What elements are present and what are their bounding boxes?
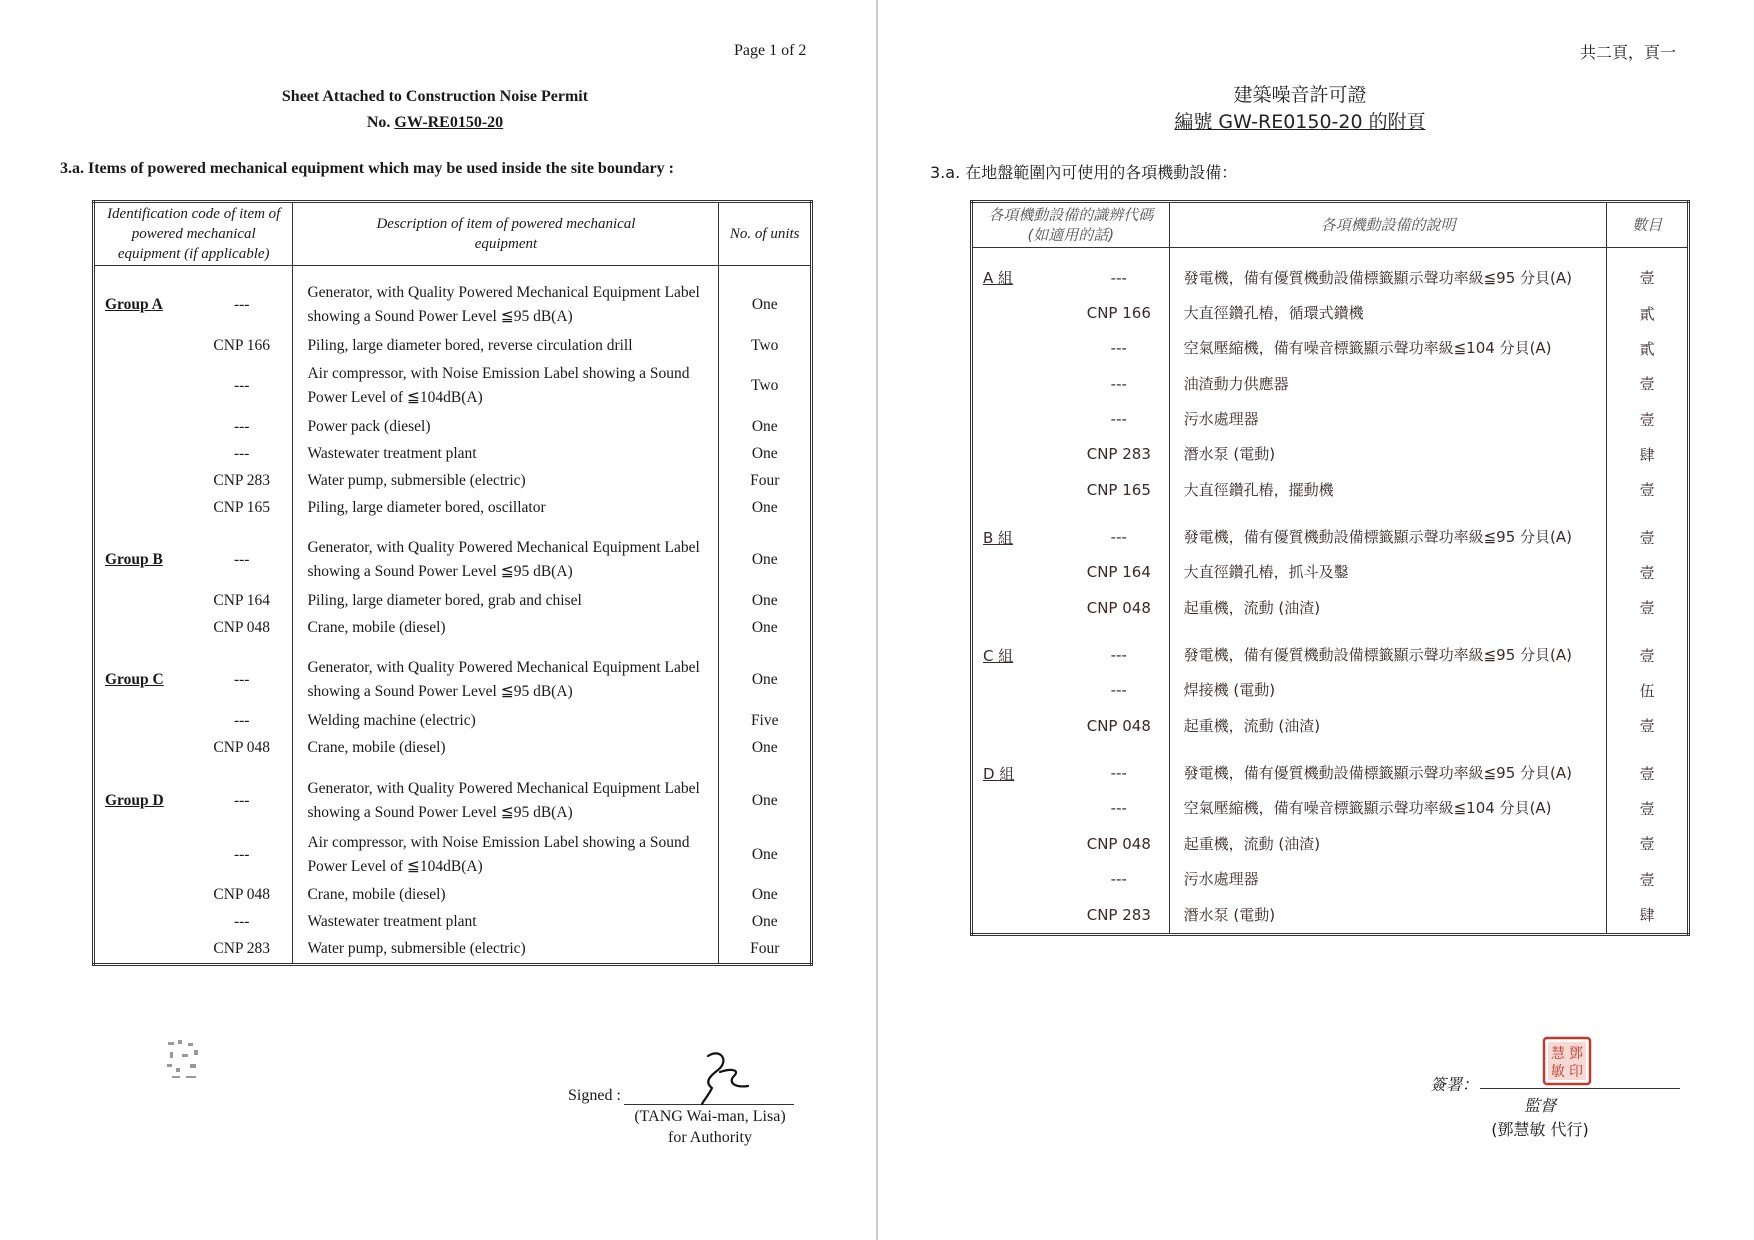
equipment-description: Generator, with Quality Powered Mechanical Equipment Label showing a Sound Power Level ≦95 dB(A) <box>293 533 719 587</box>
unit-count: 壹 <box>1639 375 1655 394</box>
equipment-table-zh <box>970 200 1690 936</box>
code-cell <box>94 707 293 734</box>
unit-count: One <box>751 791 778 809</box>
equipment-description: 空氣壓縮機，備有噪音標籤顯示聲功率級≦104 分貝(A) <box>1169 331 1607 366</box>
equipment-code: --- <box>233 711 250 729</box>
code-cell <box>94 359 293 413</box>
signed-label: Signed : <box>568 1087 621 1104</box>
equipment-description: 發電機，備有優質機動設備標籤顯示聲功率級≦95 分貝(A) <box>1169 755 1607 790</box>
page-number-zh: 共二頁，頁一 <box>1580 43 1677 62</box>
code-cell <box>94 332 293 359</box>
equipment-code: --- <box>233 551 250 569</box>
code-cell <box>972 295 1170 330</box>
header-units-zh: 數目 <box>1607 202 1689 248</box>
unit-count: 壹 <box>1639 835 1655 854</box>
code-cell <box>972 897 1170 932</box>
equipment-code: --- <box>233 377 250 395</box>
table-row <box>94 440 812 467</box>
table-row <box>972 519 1689 554</box>
equipment-code: CNP 048 <box>1086 834 1151 853</box>
unit-count: One <box>751 618 778 636</box>
code-cell <box>972 519 1170 554</box>
equipment-code: CNP 283 <box>213 471 271 489</box>
equipment-description: 起重機，流動 (油渣) <box>1169 590 1607 625</box>
unit-count: One <box>751 886 778 904</box>
table-row <box>94 332 812 359</box>
code-cell <box>94 278 293 332</box>
code-cell <box>972 331 1170 366</box>
equipment-description: Wastewater treatment plant <box>293 440 719 467</box>
code-cell <box>94 735 293 762</box>
equipment-code: --- <box>1110 268 1127 287</box>
equipment-code: --- <box>1110 681 1127 700</box>
code-cell <box>972 401 1170 436</box>
code-cell <box>94 653 293 707</box>
table-filler <box>94 963 812 965</box>
signatory-name: (TANG Wai-man, Lisa) <box>634 1108 786 1125</box>
code-cell <box>972 260 1170 295</box>
document-title <box>200 84 670 136</box>
unit-count: 壹 <box>1639 799 1655 818</box>
table-row <box>972 260 1689 295</box>
group-spacer <box>972 248 1689 261</box>
unit-count: 壹 <box>1639 410 1655 429</box>
code-cell <box>94 774 293 828</box>
equipment-code: --- <box>1110 410 1127 429</box>
group-spacer <box>94 266 812 279</box>
header-description-zh: 各項機動設備的說明 <box>1169 202 1607 248</box>
group-label: B 組 <box>983 528 1014 547</box>
table-row <box>94 774 812 828</box>
code-cell <box>94 828 293 882</box>
equipment-code: --- <box>233 671 250 689</box>
equipment-code: CNP 164 <box>1086 563 1151 582</box>
unit-count: Two <box>751 377 779 395</box>
group-label: Group C <box>105 671 164 689</box>
equipment-code: --- <box>1110 374 1127 393</box>
equipment-description: 潛水泵 (電動) <box>1169 437 1607 472</box>
unit-count: One <box>751 498 778 516</box>
page-divider <box>876 0 878 1240</box>
equipment-description: Crane, mobile (diesel) <box>293 614 719 641</box>
equipment-description: 發電機，備有優質機動設備標籤顯示聲功率級≦95 分貝(A) <box>1169 519 1607 554</box>
code-cell <box>94 587 293 614</box>
group-spacer <box>94 521 812 533</box>
chinese-page <box>880 0 1754 1240</box>
equipment-code: CNP 048 <box>213 618 271 636</box>
equipment-description: Air compressor, with Noise Emission Label showing a Sound Power Level of ≦104dB(A) <box>293 359 719 413</box>
table-row <box>972 437 1689 472</box>
page-number: Page 1 of 2 <box>734 42 807 59</box>
code-cell <box>94 440 293 467</box>
table-row <box>972 637 1689 672</box>
unit-count: One <box>751 551 778 569</box>
code-cell <box>94 413 293 440</box>
equipment-description: 發電機，備有優質機動設備標籤顯示聲功率級≦95 分貝(A) <box>1169 260 1607 295</box>
equipment-description: Power pack (diesel) <box>293 413 719 440</box>
equipment-code: --- <box>233 845 250 863</box>
title-line-zh: 建築噪音許可證 <box>1233 84 1367 106</box>
unit-count: 壹 <box>1639 269 1655 288</box>
code-cell <box>972 862 1170 897</box>
equipment-code: --- <box>1110 528 1127 547</box>
equipment-description: 焊接機 (電動) <box>1169 673 1607 708</box>
table-row <box>94 494 812 521</box>
svg-text:印: 印 <box>1569 1064 1583 1080</box>
table-body <box>94 266 812 965</box>
code-cell <box>972 366 1170 401</box>
equipment-description: 潛水泵 (電動) <box>1169 897 1607 932</box>
equipment-code: --- <box>233 296 250 314</box>
code-cell <box>972 673 1170 708</box>
table-row <box>972 791 1689 826</box>
group-spacer <box>94 641 812 653</box>
code-cell <box>94 467 293 494</box>
table-row <box>94 707 812 734</box>
unit-count: Four <box>750 471 780 489</box>
code-cell <box>972 472 1170 507</box>
equipment-code: --- <box>1110 764 1127 783</box>
code-cell <box>972 637 1170 672</box>
code-cell <box>94 909 293 936</box>
code-cell <box>94 882 293 909</box>
equipment-description: 大直徑鑽孔樁，抓斗及鑿 <box>1169 555 1607 590</box>
stamp-mark <box>162 1034 212 1084</box>
header-units: No. of units <box>719 202 812 266</box>
code-cell <box>972 755 1170 790</box>
table-row <box>94 882 812 909</box>
table-row <box>94 413 812 440</box>
code-cell <box>94 494 293 521</box>
table-row <box>972 401 1689 436</box>
unit-count: 伍 <box>1639 681 1655 700</box>
equipment-description: Piling, large diameter bored, grab and chisel <box>293 587 719 614</box>
signed-label-zh: 簽署： <box>1430 1075 1479 1094</box>
table-row <box>972 555 1689 590</box>
group-spacer <box>94 762 812 774</box>
section-heading: 3.a. Items of powered mechanical equipment which may be used inside the site boundary : <box>60 160 674 177</box>
equipment-code: --- <box>233 913 250 931</box>
equipment-code: --- <box>1110 339 1127 358</box>
unit-count: One <box>751 591 778 609</box>
permit-number <box>200 110 670 136</box>
equipment-description: 空氣壓縮機，備有噪音標籤顯示聲功率級≦104 分貝(A) <box>1169 791 1607 826</box>
unit-count: One <box>751 417 778 435</box>
equipment-description: Generator, with Quality Powered Mechanical Equipment Label showing a Sound Power Level ≦95 dB(A) <box>293 653 719 707</box>
equipment-description: Air compressor, with Noise Emission Label showing a Sound Power Level of ≦104dB(A) <box>293 828 719 882</box>
group-label: A 組 <box>983 269 1014 288</box>
equipment-code: CNP 283 <box>1086 445 1151 464</box>
code-cell <box>972 437 1170 472</box>
table-row <box>94 587 812 614</box>
equipment-description: Crane, mobile (diesel) <box>293 882 719 909</box>
equipment-description: 大直徑鑽孔樁，循環式鑽機 <box>1169 295 1607 330</box>
equipment-code: CNP 283 <box>213 940 271 958</box>
svg-text:慧: 慧 <box>1551 1046 1565 1062</box>
signatory-block <box>620 1106 800 1148</box>
table-row <box>972 472 1689 507</box>
group-label: Group A <box>105 296 163 314</box>
equipment-description: Water pump, submersible (electric) <box>293 467 719 494</box>
equipment-code: CNP 164 <box>213 591 271 609</box>
document-title-zh <box>1150 82 1450 136</box>
table-row <box>94 735 812 762</box>
equipment-code: --- <box>1110 799 1127 818</box>
equipment-code: --- <box>233 417 250 435</box>
table-body-zh <box>972 248 1689 935</box>
table-row <box>972 331 1689 366</box>
table-row <box>94 533 812 587</box>
equipment-description: Generator, with Quality Powered Mechanical Equipment Label showing a Sound Power Level ≦95 dB(A) <box>293 278 719 332</box>
group-label: Group D <box>105 791 164 809</box>
table-row <box>94 653 812 707</box>
unit-count: Five <box>750 711 779 729</box>
signatory-role-zh: 監督 <box>1523 1096 1556 1115</box>
equipment-code: CNP 165 <box>213 498 271 516</box>
equipment-description: Water pump, submersible (electric) <box>293 936 719 963</box>
table-row <box>94 828 812 882</box>
unit-count: One <box>751 671 778 689</box>
title-line: Sheet Attached to Construction Noise Permit <box>281 88 589 105</box>
unit-count: 壹 <box>1639 764 1655 783</box>
official-seal <box>1542 1036 1592 1086</box>
table-row <box>972 295 1689 330</box>
svg-text:敏: 敏 <box>1551 1064 1565 1080</box>
unit-count: 貳 <box>1639 339 1655 358</box>
unit-count: 肆 <box>1639 906 1655 925</box>
equipment-code: CNP 048 <box>1086 598 1151 617</box>
equipment-code: CNP 165 <box>1086 480 1151 499</box>
unit-count: 肆 <box>1639 445 1655 464</box>
group-spacer <box>972 743 1689 755</box>
equipment-table <box>92 200 813 966</box>
permit-prefix: No. <box>366 114 395 131</box>
signatory-name-zh: (鄧慧敏 代行) <box>1491 1120 1589 1139</box>
unit-count: 壹 <box>1639 717 1655 736</box>
equipment-description: Welding machine (electric) <box>293 707 719 734</box>
code-cell <box>972 826 1170 861</box>
equipment-description: 污水處理器 <box>1169 862 1607 897</box>
permit-code: GW-RE0150-20 <box>394 114 504 131</box>
unit-count: 壹 <box>1639 646 1655 665</box>
table-row <box>972 673 1689 708</box>
unit-count: 壹 <box>1639 563 1655 582</box>
unit-count: One <box>751 739 778 757</box>
equipment-description: 油渣動力供應器 <box>1169 366 1607 401</box>
equipment-description: Generator, with Quality Powered Mechanical Equipment Label showing a Sound Power Level ≦95 dB(A) <box>293 774 719 828</box>
equipment-code: CNP 166 <box>1086 304 1151 323</box>
equipment-code: --- <box>1110 870 1127 889</box>
header-code-zh: 各項機動設備的識辨代碼 (如適用的話) <box>972 202 1170 248</box>
unit-count: Two <box>751 336 779 354</box>
table-filler <box>972 932 1689 934</box>
table-row <box>94 278 812 332</box>
unit-count: 貳 <box>1639 304 1655 323</box>
unit-count: 壹 <box>1639 599 1655 618</box>
unit-count: One <box>751 296 778 314</box>
table-row <box>972 897 1689 932</box>
group-label: D 組 <box>983 764 1015 783</box>
unit-count: 壹 <box>1639 528 1655 547</box>
table-row <box>972 366 1689 401</box>
table-row <box>972 862 1689 897</box>
table-row <box>94 614 812 641</box>
equipment-code: CNP 048 <box>1086 716 1151 735</box>
equipment-code: --- <box>233 444 250 462</box>
group-spacer <box>972 507 1689 519</box>
seal-graphic <box>1542 1036 1592 1086</box>
signatory-role: for Authority <box>668 1129 752 1146</box>
section-heading-zh: 3.a. 在地盤範圍內可使用的各項機動設備： <box>930 163 1238 182</box>
handwritten-signature <box>690 1046 760 1106</box>
equipment-code: CNP 048 <box>213 886 271 904</box>
table-row <box>94 467 812 494</box>
equipment-description: Piling, large diameter bored, reverse circulation drill <box>293 332 719 359</box>
equipment-description: Wastewater treatment plant <box>293 909 719 936</box>
code-cell <box>94 614 293 641</box>
equipment-description: 污水處理器 <box>1169 401 1607 436</box>
code-cell <box>94 936 293 963</box>
table-row <box>972 708 1689 743</box>
unit-count: 壹 <box>1639 870 1655 889</box>
group-label: C 組 <box>983 646 1014 665</box>
equipment-code: CNP 048 <box>213 739 271 757</box>
english-page <box>0 0 875 1240</box>
table-row <box>94 936 812 963</box>
equipment-description: 起重機，流動 (油渣) <box>1169 826 1607 861</box>
table-row <box>94 359 812 413</box>
header-code: Identification code of item of powered mechanical equipment (if applicable) <box>94 202 293 266</box>
header-description: Description of item of powered mechanical equipment <box>293 202 719 266</box>
code-cell <box>972 791 1170 826</box>
equipment-code: CNP 283 <box>1086 905 1151 924</box>
unit-count: Four <box>750 940 780 958</box>
permit-number-zh: 編號 GW-RE0150-20 的附頁 <box>1174 111 1426 133</box>
table-row <box>972 755 1689 790</box>
code-cell <box>972 555 1170 590</box>
equipment-description: 起重機，流動 (油渣) <box>1169 708 1607 743</box>
code-cell <box>94 533 293 587</box>
equipment-description: 大直徑鑽孔樁，擺動機 <box>1169 472 1607 507</box>
signature-line-zh <box>1480 1088 1680 1089</box>
equipment-code: CNP 166 <box>213 336 271 354</box>
table-row <box>972 826 1689 861</box>
equipment-code: --- <box>233 791 250 809</box>
unit-count: 壹 <box>1639 481 1655 500</box>
equipment-description: 發電機，備有優質機動設備標籤顯示聲功率級≦95 分貝(A) <box>1169 637 1607 672</box>
equipment-code: --- <box>1110 646 1127 665</box>
group-label: Group B <box>105 551 163 569</box>
equipment-description: Piling, large diameter bored, oscillator <box>293 494 719 521</box>
unit-count: One <box>751 913 778 931</box>
table-row <box>94 909 812 936</box>
code-cell <box>972 590 1170 625</box>
svg-text:鄧: 鄧 <box>1569 1046 1583 1062</box>
table-row <box>972 590 1689 625</box>
unit-count: One <box>751 444 778 462</box>
signatory-block-zh <box>1440 1094 1640 1142</box>
code-cell <box>972 708 1170 743</box>
group-spacer <box>972 625 1689 637</box>
equipment-description: Crane, mobile (diesel) <box>293 735 719 762</box>
unit-count: One <box>751 845 778 863</box>
